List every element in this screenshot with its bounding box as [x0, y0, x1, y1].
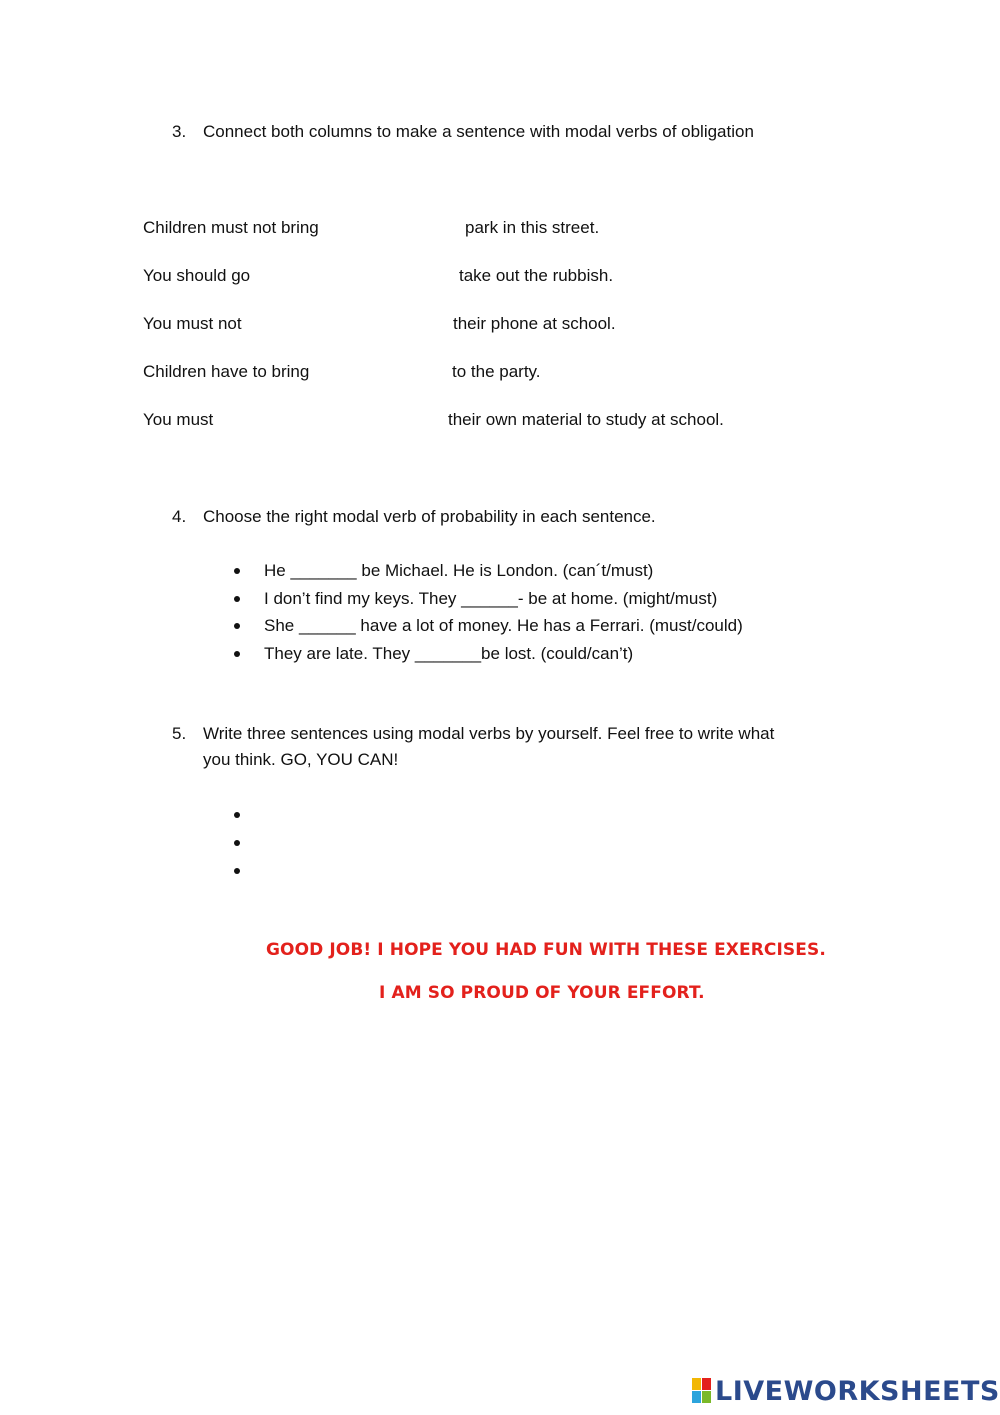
list-item: She ______ have a lot of money. He has a Ferrari. (must/could): [264, 616, 743, 635]
question-4-number: 4.: [172, 507, 187, 526]
question-5-instruction-line-1: Write three sentences using modal verbs by yourself. Feel free to write what: [203, 724, 775, 743]
left-column-item[interactable]: Children have to bring: [143, 362, 310, 381]
list-item: They are late. They _______be lost. (could/can’t): [264, 644, 634, 663]
left-column-item[interactable]: You must not: [143, 314, 242, 333]
question-5-number: 5.: [172, 724, 187, 743]
right-column-item[interactable]: park in this street.: [465, 218, 600, 237]
closing-line-2: I AM SO PROUD OF YOUR EFFORT.: [379, 983, 705, 1003]
bullet-icon: [234, 868, 240, 874]
bullet-icon: [234, 651, 240, 657]
bullet-icon: [234, 568, 240, 574]
bullet-icon: [234, 840, 240, 846]
right-column-item[interactable]: their phone at school.: [453, 314, 616, 333]
left-column-item[interactable]: You must: [143, 410, 214, 429]
bullet-icon: [234, 812, 240, 818]
list-item: He _______ be Michael. He is London. (can´t/must): [264, 561, 654, 580]
question-5-instruction-line-2: you think. GO, YOU CAN!: [203, 750, 399, 769]
closing-line-1: GOOD JOB! I HOPE YOU HAD FUN WITH THESE EXERCISES.: [266, 940, 826, 960]
right-column-item[interactable]: to the party.: [452, 362, 541, 381]
question-3-number: 3.: [172, 122, 187, 141]
right-column-item[interactable]: their own material to study at school.: [448, 410, 724, 429]
list-item: I don’t find my keys. They ______- be at home. (might/must): [264, 589, 718, 608]
right-column-item[interactable]: take out the rubbish.: [459, 266, 614, 285]
logo-text: LIVEWORKSHEETS: [715, 1375, 1000, 1407]
left-column-item[interactable]: You should go: [143, 266, 251, 285]
bullet-icon: [234, 596, 240, 602]
question-3-instruction: Connect both columns to make a sentence with modal verbs of obligation: [203, 122, 754, 141]
bullet-icon: [234, 623, 240, 629]
question-4-instruction: Choose the right modal verb of probability in each sentence.: [203, 507, 656, 526]
liveworksheets-logo: [692, 1374, 1000, 1408]
logo-blocks-icon: [692, 1378, 712, 1404]
left-column-item[interactable]: Children must not bring: [143, 218, 319, 237]
